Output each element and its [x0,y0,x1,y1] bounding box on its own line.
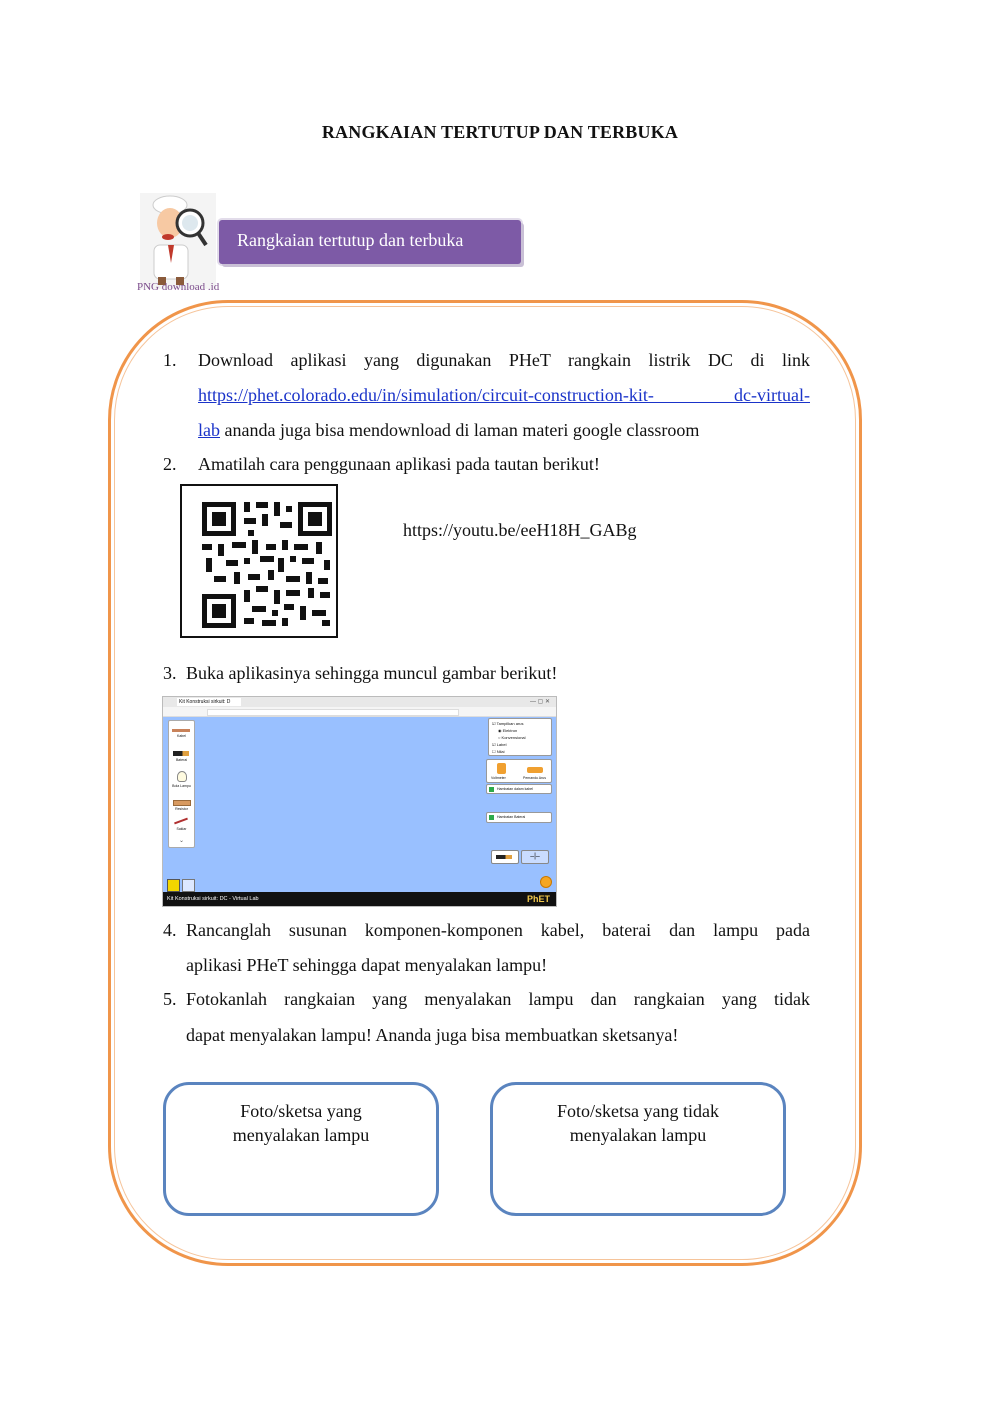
schematic-view-button[interactable]: –|– [521,850,549,864]
option-conventional[interactable]: ○ Konvensional [498,735,526,740]
item-1-line-3 [198,413,810,448]
voltmeter-label: Voltmeter [491,776,506,780]
tools-panel [486,759,552,783]
item-5-line-1: Fotokanlah rangkaian yang menyalakan lampu dan rangkaian yang tidak [186,989,810,1009]
browser-tab[interactable]: Kit Konstruksi sirkuit: D [177,698,241,706]
component-toolbox [168,720,195,848]
phet-app-screenshot [162,696,557,907]
item-3-text: Buka aplikasinya sehingga muncul gambar berikut! [186,663,558,683]
item-2-text: Amatilah cara penggunaan aplikasi pada tautan berikut! [198,454,600,474]
toolbox-label-battery: Baterai [175,758,188,762]
answer-box-lamp-on[interactable] [163,1082,439,1216]
toolbox-label-wire: Kabel [177,734,186,738]
battery-resistance-panel[interactable]: Hambatan Baterai [486,812,552,823]
plus-icon [489,815,494,820]
answer-box-lamp-on-label-1: Foto/sketsa yang [240,1101,362,1121]
voltmeter-icon[interactable] [497,763,506,774]
wire-resistance-panel[interactable]: Hambatan dalam kabel [486,784,552,794]
reset-icon[interactable] [540,876,552,888]
qr-code[interactable] [180,484,338,638]
answer-box-lamp-off[interactable] [490,1082,786,1216]
item-4-line-2: aplikasi PHeT sehingga dapat menyalakan lampu! [186,955,548,975]
phet-logo[interactable]: PhET [526,894,550,904]
ammeter-label: Pemandu Arus [523,776,546,780]
toolbox-label-switch: Saklar [176,827,187,831]
mascot-caption: PNG download .id [137,281,220,293]
address-input[interactable] [207,709,459,716]
item-number-1: 1. [163,350,177,370]
option-value[interactable]: ☐ Nilai [492,749,505,754]
option-electron[interactable]: ◉ Elektron [498,728,518,733]
lifelike-view-button[interactable] [491,850,519,864]
scientist-mascot-icon [140,193,216,289]
ammeter-icon[interactable] [527,767,543,773]
chevron-down-icon[interactable]: ⌄ [178,838,185,844]
toolbox-label-resistor: Resistor [175,807,188,811]
answer-box-lamp-off-label-2: menyalakan lampu [569,1125,707,1145]
answer-box-lamp-on-label-2: menyalakan lampu [232,1125,370,1145]
section-banner [219,220,521,264]
youtube-link[interactable]: https://youtu.be/eeH18H_GABg [403,520,637,540]
window-controls-icon[interactable]: — ▢ ✕ [529,699,550,705]
item-number-3: 3. [163,663,177,683]
switch-icon[interactable] [174,818,188,825]
browser-address-bar [163,707,556,717]
display-options-panel [488,718,552,756]
zoom-out-icon[interactable] [182,879,195,892]
item-1-line-1: Download aplikasi yang digunakan PHeT rangkain listrik DC di link [198,350,810,370]
item-number-5: 5. [163,989,177,1009]
option-label[interactable]: ☑ Label [492,742,507,747]
phet-download-link[interactable]: https://phet.colorado.edu/in/simulation/circuit-construction-kit- dc-virtual- [198,385,810,405]
banner-label: Rangkaian tertutup dan terbuka [237,230,464,250]
option-show-current[interactable]: ☑ Tampilkan arus [492,721,524,726]
toolbox-label-bulb: Bola Lampu [172,784,191,788]
sim-footer-title: Kit Konstruksi sirkuit: DC - Virtual Lab [167,896,259,902]
item-number-4: 4. [163,920,177,940]
item-5-line-2: dapat menyalakan lampu! Ananda juga bisa membuatkan sketsanya! [186,1025,679,1045]
item-number-2: 2. [163,454,177,474]
item-1-rest: ananda juga bisa mendownload di laman materi google classroom [220,420,700,440]
wire-icon[interactable] [172,729,190,732]
bulb-icon[interactable] [177,771,187,782]
battery-icon[interactable] [173,751,189,756]
phet-download-link-continued[interactable]: lab [198,420,220,440]
plus-icon [489,787,494,792]
browser-tab-bar [163,697,556,707]
page-title: RANGKAIAN TERTUTUP DAN TERBUKA [321,122,679,142]
zoom-in-icon[interactable] [167,879,180,892]
answer-box-lamp-off-label-1: Foto/sketsa yang tidak [557,1101,719,1121]
item-4-line-1: Rancanglah susunan komponen-komponen kabel, baterai dan lampu pada [186,920,810,940]
resistor-icon[interactable] [173,800,191,806]
qr-code-icon [182,486,336,636]
sim-footer [163,892,556,906]
